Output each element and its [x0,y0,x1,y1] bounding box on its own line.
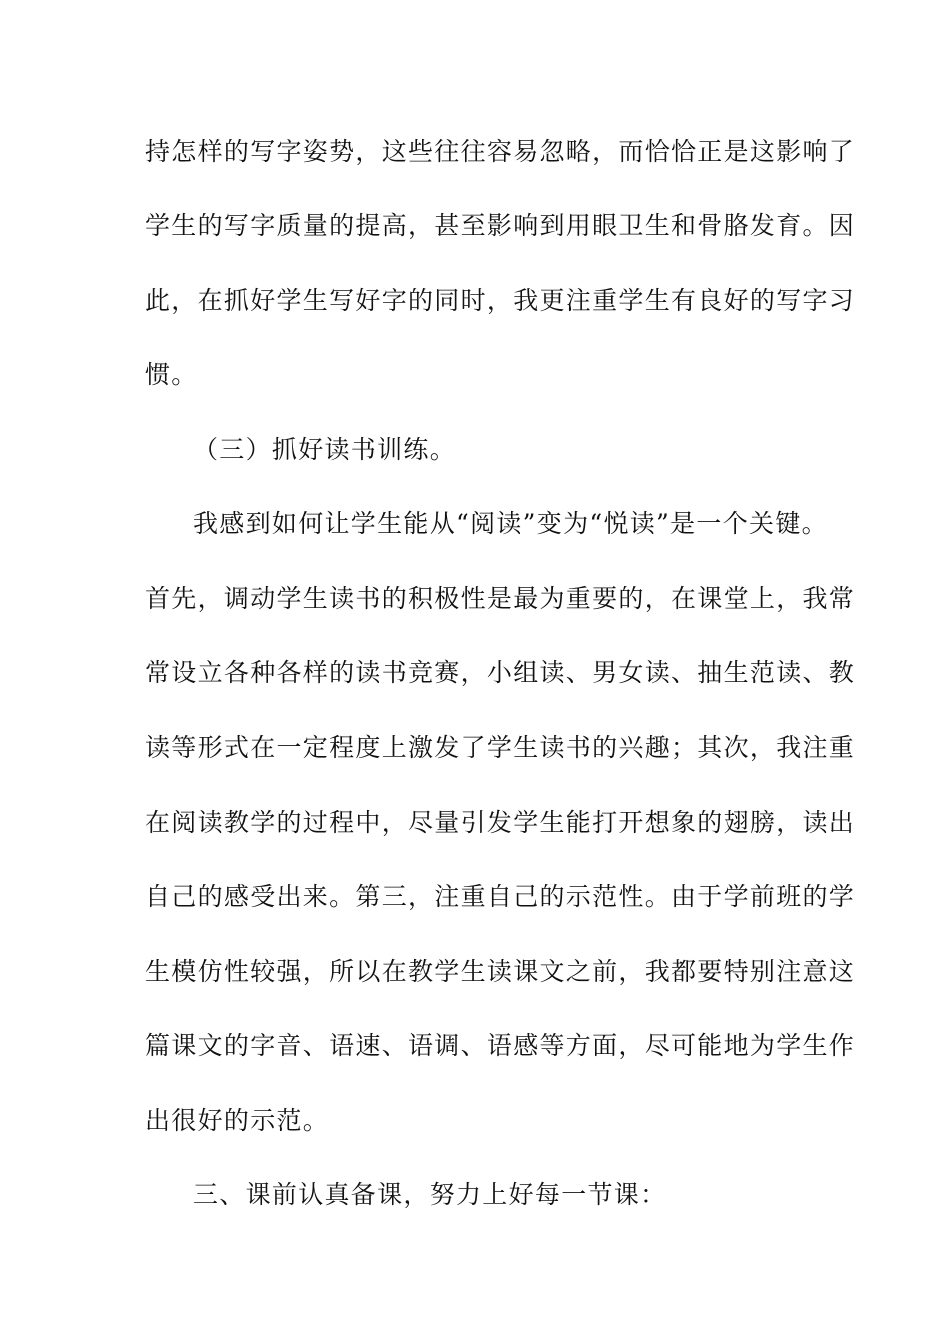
section-heading: 三、课前认真备课，努力上好每一节课： [193,1180,667,1209]
text-line: 常设立各种各样的读书竞赛，小组读、男女读、抽生范读、教 [145,658,856,687]
text-line: 出很好的示范。 [145,1106,330,1135]
text-line: 学生的写字质量的提高，甚至影响到用眼卫生和骨胳发育。因 [145,211,856,240]
text-line: 此，在抓好学生写好字的同时，我更注重学生有良好的写字习 [145,286,856,315]
paragraph-first-line: 我感到如何让学生能从“阅读”变为“悦读”是一个关键。 [193,509,828,538]
text-line: 读等形式在一定程度上激发了学生读书的兴趣；其次，我注重 [145,733,856,762]
text-line: 在阅读教学的过程中，尽量引发学生能打开想象的翅膀，读出 [145,808,856,837]
text-line: 自己的感受出来。第三，注重自己的示范性。由于学前班的学 [145,882,856,911]
text-line: 篇课文的字音、语速、语调、语感等方面，尽可能地为学生作 [145,1031,856,1060]
text-line: 生模仿性较强，所以在教学生读课文之前，我都要特别注意这 [145,957,856,986]
text-line: 首先，调动学生读书的积极性是最为重要的，在课堂上，我常 [145,584,856,613]
text-line: 惯。 [145,360,198,389]
section-heading: （三）抓好读书训练。 [193,435,457,464]
text-line: 持怎样的写字姿势，这些往往容易忽略，而恰恰正是这影响了 [145,137,856,166]
